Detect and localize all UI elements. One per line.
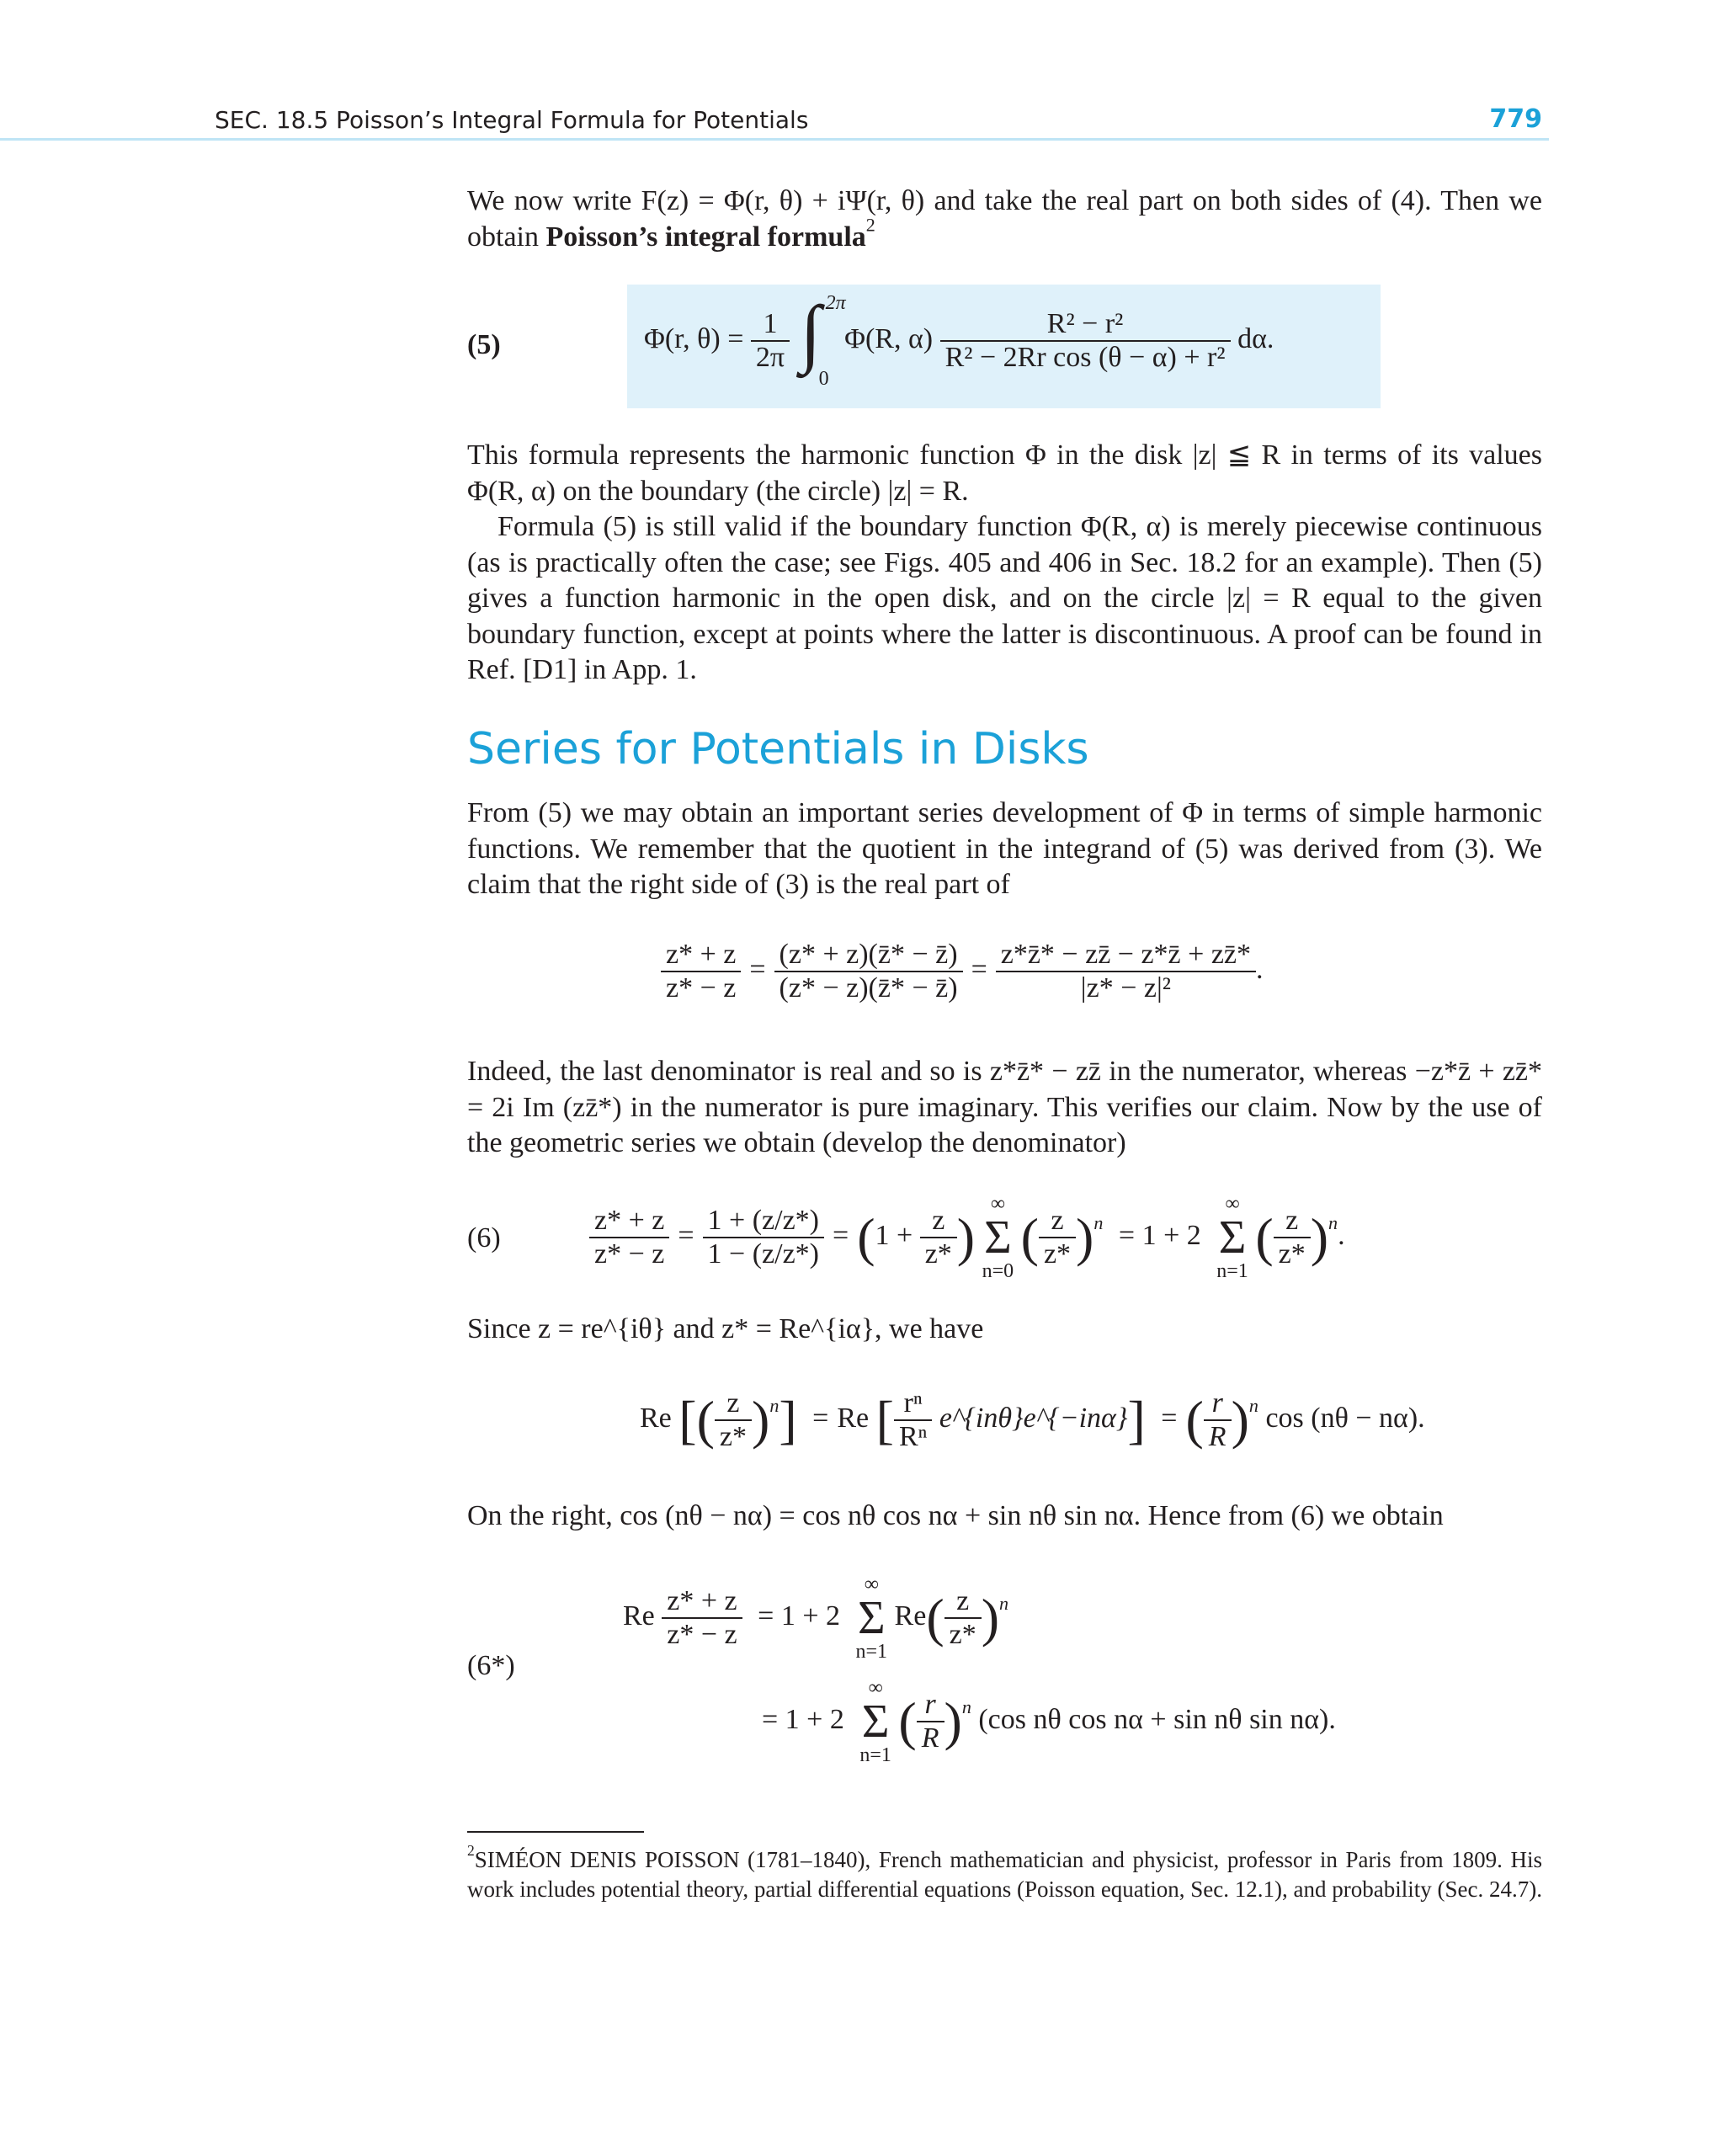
since-paragraph: Since z = re^{iθ} and z* = Re^{iα}, we have — [467, 1313, 984, 1344]
series-paragraph: From (5) we may obtain an important series development of Φ in terms of simple harmonic functions. We remember that the quotient in the integrand of (5) was derived from (3). We claim that the right side of (3) is the real part of — [467, 797, 1542, 900]
verify-paragraph: Indeed, the last denominator is real and so is z*z̄* − zz̄ in the numerator, whereas −z*z̄ + zz̄* = 2i Im (zz̄*) in the numerator is pure imaginary. This verifies our claim. Now by the use of the geometric series we obtain (develop the denominator) — [467, 1056, 1542, 1158]
section-heading: SEC. 18.5 Poisson’s Integral Formula for Potentials — [215, 106, 809, 134]
footnote-number: 2 — [467, 1841, 475, 1859]
section-title: Series for Potentials in Disks — [467, 724, 1089, 775]
running-header — [215, 104, 1542, 138]
claim-equation: $\frac{z* + z}{z* - z}$ = $\frac{(z* + z)(z̄* - z̄)}{(z* - z)(z̄* - z̄)}$ = $\frac{z*z̄* - zz̄ - z*z̄ + zz̄*}{\text{|z* − z|²}}$ . — [661, 939, 1264, 1004]
real-part-equation: Re [( $\frac{z}{z*}$ )$^n$] = Re [ $\frac{\text{rⁿ}}{\text{Rⁿ}}$ e^{inθ}e^{−inα}] = ( $\frac{r}{R}$ )$^n$ cos (nθ − nα). — [640, 1387, 1425, 1452]
equation-6star-label: (6*) — [467, 1650, 515, 1681]
intro-paragraph: We now write F(z) = Φ(r, θ) + iΨ(r, θ) and take the real part on both sides of (4). Then we obtain Poisson’s integral formula$^2$ — [467, 185, 1543, 253]
equation-5-label: (5) — [467, 329, 501, 360]
equation-6-label: (6) — [467, 1222, 501, 1254]
page-number: 779 — [1489, 104, 1542, 134]
equation-6: $\frac{z* + z}{z* - z}$ = $\frac{1 + (z/z*)}{1 - (z/z*)}$ = (1 + $\frac{z}{z*}$ ) ∞ Σ n=0 ( $\frac{z}{z*}$ )$^n$ = 1 + 2 ∞ Σ n=1 ( $\frac{z}{z*}$ )$^n$. — [589, 1194, 1345, 1281]
equation-6star-line1: Re $\frac{z* + z}{z* - z}$ = 1 + 2 ∞ Σ n=1 Re( $\frac{z}{z*}$ )$^n$ — [623, 1573, 1009, 1663]
footnote-rule — [467, 1831, 644, 1833]
footnote-text: SIMÉON DENIS POISSON (1781–1840), French mathematician and physicist, professor in Paris from 1809. His work includes potential theory, partial differential equations (Poisson equation, Sec. 12.1), and probability (Sec. 24.7). — [467, 1847, 1542, 1902]
equation-6star-line2: = 1 + 2 ∞ Σ n=1 ( $\frac{r}{R}$ )$^n$ (cos nθ cos nα + sin nθ sin nα). — [762, 1677, 1336, 1766]
footnote-ref: 2 — [865, 213, 875, 235]
equation-5: Φ(r, θ) = $\frac{1}{2\pi}$ ∫ 2π 0 Φ(R, α) $\frac{\text{R² − r²}}{\text{R² − 2Rr cos (θ − α) + r²}}$ dα. — [644, 291, 1274, 390]
poisson-formula-term: Poisson’s integral formula — [545, 221, 866, 253]
cos-paragraph: On the right, cos (nθ − nα) = cos nθ cos nα + sin nθ sin nα. Hence from (6) we obtain — [467, 1500, 1444, 1531]
integral-sign: ∫ 2π 0 — [800, 291, 846, 390]
footnote — [467, 1841, 1542, 1904]
disk-paragraph: This formula represents the harmonic function Φ in the disk |z| ≦ R in terms of its values Φ(R, α) on the boundary (the circle) |z| = R. Formula (5) is still valid if the boundary function Φ(R, α) is merely piecewise continuous (as is practically often the case; see Figs. 405 and 406 in Sec. 18.2 for an example). Then (5) gives a function harmonic in the open disk, and on the circle |z| = R equal to the given boundary function, except at points where the latter is discontinuous. A proof can be found in Ref. [D1] in App. 1. — [467, 439, 1542, 685]
header-rule — [0, 138, 1549, 141]
